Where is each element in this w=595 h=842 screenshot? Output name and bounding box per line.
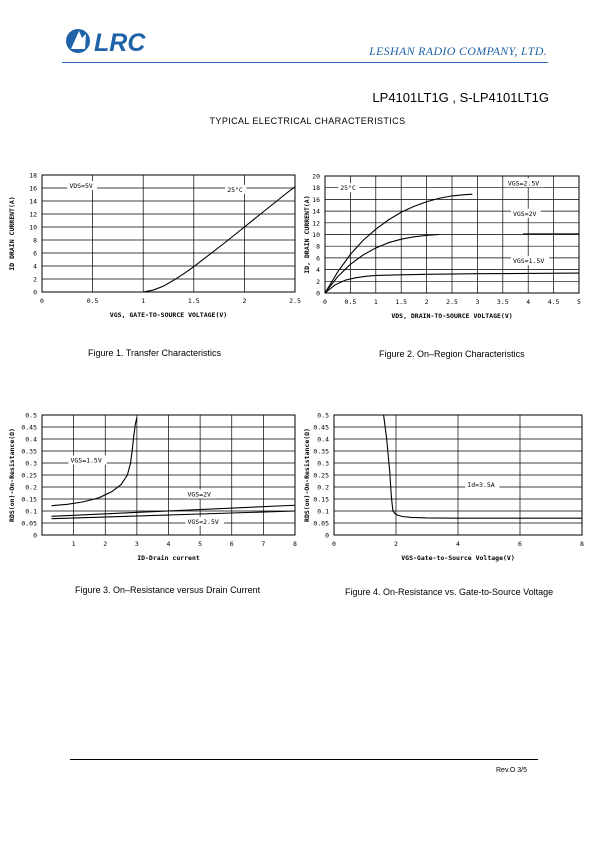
chart2-annotation: VGS=1.5V	[512, 257, 545, 266]
chart1-y-tick-label: 10	[29, 223, 37, 232]
chart2-y-tick-label: 2	[316, 277, 320, 286]
chart1-y-tick-label: 18	[29, 171, 37, 180]
chart1-y-tick-label: 12	[29, 210, 37, 219]
chart4-x-axis-label: VGS-Gate-to-Source Voltage(V)	[401, 554, 515, 562]
chart1-x-axis-label: VGS, GATE-TO-SOURCE VOLTAGE(V)	[109, 311, 228, 319]
chart1-y-tick-label: 0	[33, 288, 37, 297]
chart4-x-tick-label: 2	[394, 540, 398, 548]
chart-on-resistance-vs-drain-current	[0, 405, 300, 565]
chart4-y-tick-label: 0.4	[317, 435, 329, 444]
chart4-y-tick-label: 0.3	[317, 459, 329, 468]
chart2-x-tick-label: 2.5	[446, 298, 458, 306]
chart2-annotation: VGS=2V	[512, 209, 537, 218]
chart2-x-tick-label: 3.5	[496, 298, 509, 306]
chart3-x-tick-label: 1	[71, 540, 76, 548]
chart1-y-tick-label: 16	[29, 184, 37, 193]
chart1-x-tick-label: 0	[40, 297, 44, 305]
chart-on-resistance-vs-gate-voltage	[295, 405, 595, 565]
chart3-y-tick-label: 0.1	[25, 507, 37, 516]
chart3-y-tick-label: 0.2	[25, 483, 37, 492]
chart2-y-axis-label: ID, DRAIN CURRENT(A)	[303, 195, 311, 274]
chart3-y-tick-label: 0.5	[25, 411, 37, 420]
chart4-y-tick-label: 0.35	[313, 447, 329, 456]
chart1-y-axis-label: ID DRAIN CURRENT(A)	[8, 196, 16, 271]
chart2-y-tick-label: 10	[312, 231, 320, 239]
chart1-plot-frame	[42, 175, 295, 292]
chart1-y-tick-label: 2	[33, 275, 37, 284]
lrc-logo	[64, 24, 174, 58]
chart1-x-tick-label: 0.5	[86, 297, 99, 305]
chart1-y-tick-label: 8	[33, 236, 37, 245]
chart2-y-tick-label: 12	[312, 219, 320, 228]
chart3-y-tick-label: 0.15	[21, 495, 37, 504]
chart3-x-tick-label: 3	[134, 540, 139, 548]
figure-2-caption: Figure 2. On–Region Characteristics	[379, 349, 525, 359]
chart4-annotation: Id=3.5A	[467, 481, 495, 489]
chart3-y-tick-label: 0.35	[21, 447, 37, 456]
chart1-y-tick-label: 6	[33, 249, 37, 258]
chart3-y-tick-label: 0.3	[25, 459, 37, 468]
chart4-x-tick-label: 0	[332, 540, 336, 548]
chart4-y-tick-label: 0.05	[313, 519, 329, 528]
figure-1-caption: Figure 1. Transfer Characteristics	[88, 348, 222, 358]
chart4-y-tick-label: 0.1	[317, 507, 329, 516]
section-title: TYPICAL ELECTRICAL CHARACTERISTICS	[209, 116, 406, 126]
chart2-y-tick-label: 0	[316, 289, 320, 298]
part-number: LP4101LT1G , S-LP4101LT1G	[372, 90, 549, 105]
chart3-x-tick-label: 7	[261, 540, 266, 548]
chart2-x-tick-label: 0.5	[344, 298, 357, 306]
chart3-y-tick-label: 0.4	[25, 435, 37, 444]
chart3-x-tick-label: 2	[103, 540, 108, 548]
chart2-x-axis-label: VDS, DRAIN-TO-SOURCE VOLTAGE(V)	[391, 312, 513, 320]
chart2-annotation: VGS=2.5V	[507, 179, 540, 188]
chart2-series-line	[325, 235, 439, 294]
chart2-x-tick-label: 2	[424, 298, 429, 306]
chart3-x-tick-label: 8	[293, 540, 297, 548]
chart4-y-tick-label: 0.2	[317, 483, 329, 492]
chart1-x-tick-label: 2	[242, 297, 247, 305]
chart1-x-tick-label: 1.5	[187, 297, 200, 305]
chart1-annotation: VDS=5V	[69, 182, 93, 190]
chart1-y-tick-label: 14	[29, 197, 37, 206]
chart4-y-tick-label: 0.45	[313, 423, 329, 432]
chart3-annotation: VGS=2V	[187, 490, 211, 499]
chart2-y-tick-label: 18	[312, 184, 320, 193]
chart1-y-tick-label: 4	[33, 262, 37, 271]
chart2-x-tick-label: 5	[577, 298, 581, 306]
chart4-y-tick-label: 0	[325, 531, 329, 540]
chart2-series-line	[325, 194, 472, 293]
chart3-y-tick-label: 0	[33, 531, 37, 540]
chart1-x-tick-label: 1	[141, 297, 146, 305]
chart1-series-line	[143, 187, 295, 292]
page-revision: Rev.O 3/5	[496, 767, 527, 774]
figure-4-caption: Figure 4. On-Resistance vs. Gate-to-Source Voltage	[345, 587, 554, 597]
chart2-x-tick-label: 4.5	[547, 298, 560, 306]
chart3-y-axis-label: RDS(on)-On-Resistance(Ω)	[8, 428, 16, 522]
chart2-x-tick-label: 3	[475, 298, 480, 306]
chart3-y-tick-label: 0.25	[21, 471, 37, 480]
chart3-annotation: VGS=2.5V	[187, 517, 219, 526]
chart2-x-tick-label: 1.5	[395, 298, 408, 306]
chart4-y-axis-label: RDS(on)-On-Resistance(Ω)	[303, 428, 311, 522]
chart-on-region-characteristics	[295, 165, 595, 325]
figure-3-caption: Figure 3. On–Resistance versus Drain Current	[75, 585, 261, 595]
chart2-y-tick-label: 4	[316, 266, 320, 275]
chart2-y-tick-label: 20	[312, 172, 320, 181]
company-name: LESHAN RADIO COMPANY, LTD.	[369, 44, 547, 58]
chart1-x-tick-label: 2.5	[289, 297, 301, 305]
chart3-y-tick-label: 0.05	[21, 519, 37, 528]
chart4-y-tick-label: 0.5	[317, 411, 329, 420]
chart4-x-tick-label: 4	[456, 540, 460, 548]
chart4-series-line	[384, 415, 582, 518]
chart3-x-tick-label: 6	[229, 540, 234, 548]
chart2-y-tick-label: 16	[312, 195, 320, 204]
chart3-x-tick-label: 4	[166, 540, 171, 548]
chart3-x-tick-label: 5	[198, 540, 203, 548]
logo-text: LRC	[94, 29, 146, 57]
chart2-y-tick-label: 14	[312, 207, 320, 216]
chart2-x-tick-label: 0	[323, 298, 327, 306]
footer-rule	[70, 759, 538, 760]
chart3-y-tick-label: 0.45	[21, 423, 37, 432]
chart2-y-tick-label: 8	[316, 242, 320, 251]
chart3-x-axis-label: ID-Drain current	[137, 554, 200, 562]
chart2-x-tick-label: 4	[526, 298, 531, 306]
chart3-annotation: VGS=1.5V	[70, 456, 102, 465]
chart4-y-tick-label: 0.25	[313, 471, 329, 480]
chart2-x-tick-label: 1	[373, 298, 378, 306]
chart4-y-tick-label: 0.15	[313, 495, 329, 504]
chart2-y-tick-label: 6	[316, 254, 320, 263]
header-rule	[62, 62, 548, 63]
chart4-x-tick-label: 8	[580, 540, 584, 548]
chart1-annotation: 25°C	[227, 185, 243, 194]
chart4-x-tick-label: 6	[518, 540, 522, 548]
chart-transfer-characteristics	[0, 165, 300, 325]
chart2-annotation: 25°C	[340, 184, 356, 193]
